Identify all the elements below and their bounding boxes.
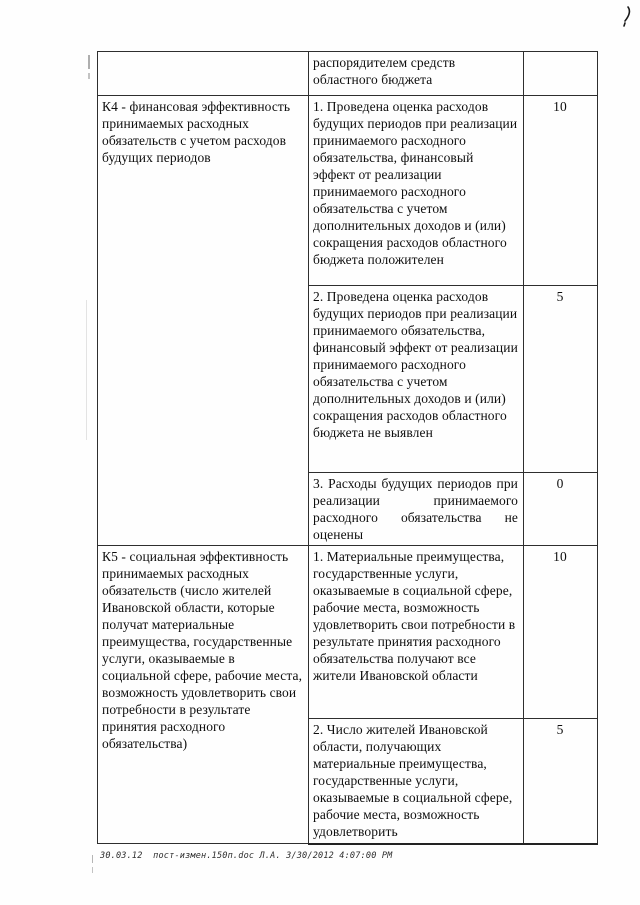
handwritten-corner-mark-icon [620, 5, 634, 29]
footer-note: 30.03.12 пост-измен.150п.doc Л.А. 3/30/2012 4:07:00 PM [100, 851, 393, 861]
table-row [98, 546, 598, 719]
score-cell: 0 [524, 473, 598, 546]
table-row [98, 52, 598, 96]
score-cell [524, 52, 598, 96]
score-cell: 5 [524, 286, 598, 473]
criteria-score-table [97, 51, 598, 845]
scan-artifact [92, 867, 93, 873]
criterion-cell-k4: К4 - финансовая эффективность принимаемых расходных обязательств с учетом расходов будущих периодов [98, 96, 309, 546]
table-row [98, 96, 598, 286]
indicator-cell: 1. Материальные преимущества, государственные услуги, оказываемые в социальной сфере, рабочие места, возможность удовлетворить свои потребности в результате принятия расходного обязательства получают все жители Ивановской области [309, 546, 524, 719]
indicator-cell: 1. Проведена оценка расходов будущих периодов при реализации принимаемого расходного обязательства, финансовый эффект от реализации принимаемого расходного обязательства с учетом дополнительных доходов и (или) сокращения расходов областного бюджета положителен [309, 96, 524, 286]
score-cell: 10 [524, 546, 598, 719]
scan-artifact [88, 55, 90, 69]
score-cell: 5 [524, 719, 598, 844]
scan-artifact [88, 73, 90, 79]
score-cell: 10 [524, 96, 598, 286]
scan-artifact [86, 300, 87, 440]
indicator-cell: 3. Расходы будущих периодов при реализации принимаемого расходного обязательства не оценены [309, 473, 524, 546]
indicator-cell: 2. Число жителей Ивановской области, получающих материальные преимущества, государственные услуги, оказываемые в социальной сфере, рабочие места, возможность удовлетворить [309, 719, 524, 844]
scan-artifact [92, 855, 93, 863]
criterion-cell [98, 52, 309, 96]
criterion-cell-k5: К5 - социальная эффективность принимаемых расходных обязательств (число жителей Ивановской области, которые получат материальные преимущества, государственные услуги, оказываемые в социальной сфере, рабочие места, возможность удовлетворить свои потребности в результате принятия расходного обязательства) [98, 546, 309, 844]
indicator-cell: 2. Проведена оценка расходов будущих периодов при реализации принимаемого обязательства, финансовый эффект от реализации принимаемого расходного обязательства с учетом дополнительных доходов и (или) сокращения расходов областного бюджета не выявлен [309, 286, 524, 473]
indicator-cell: распорядителем средств областного бюджета [309, 52, 524, 96]
